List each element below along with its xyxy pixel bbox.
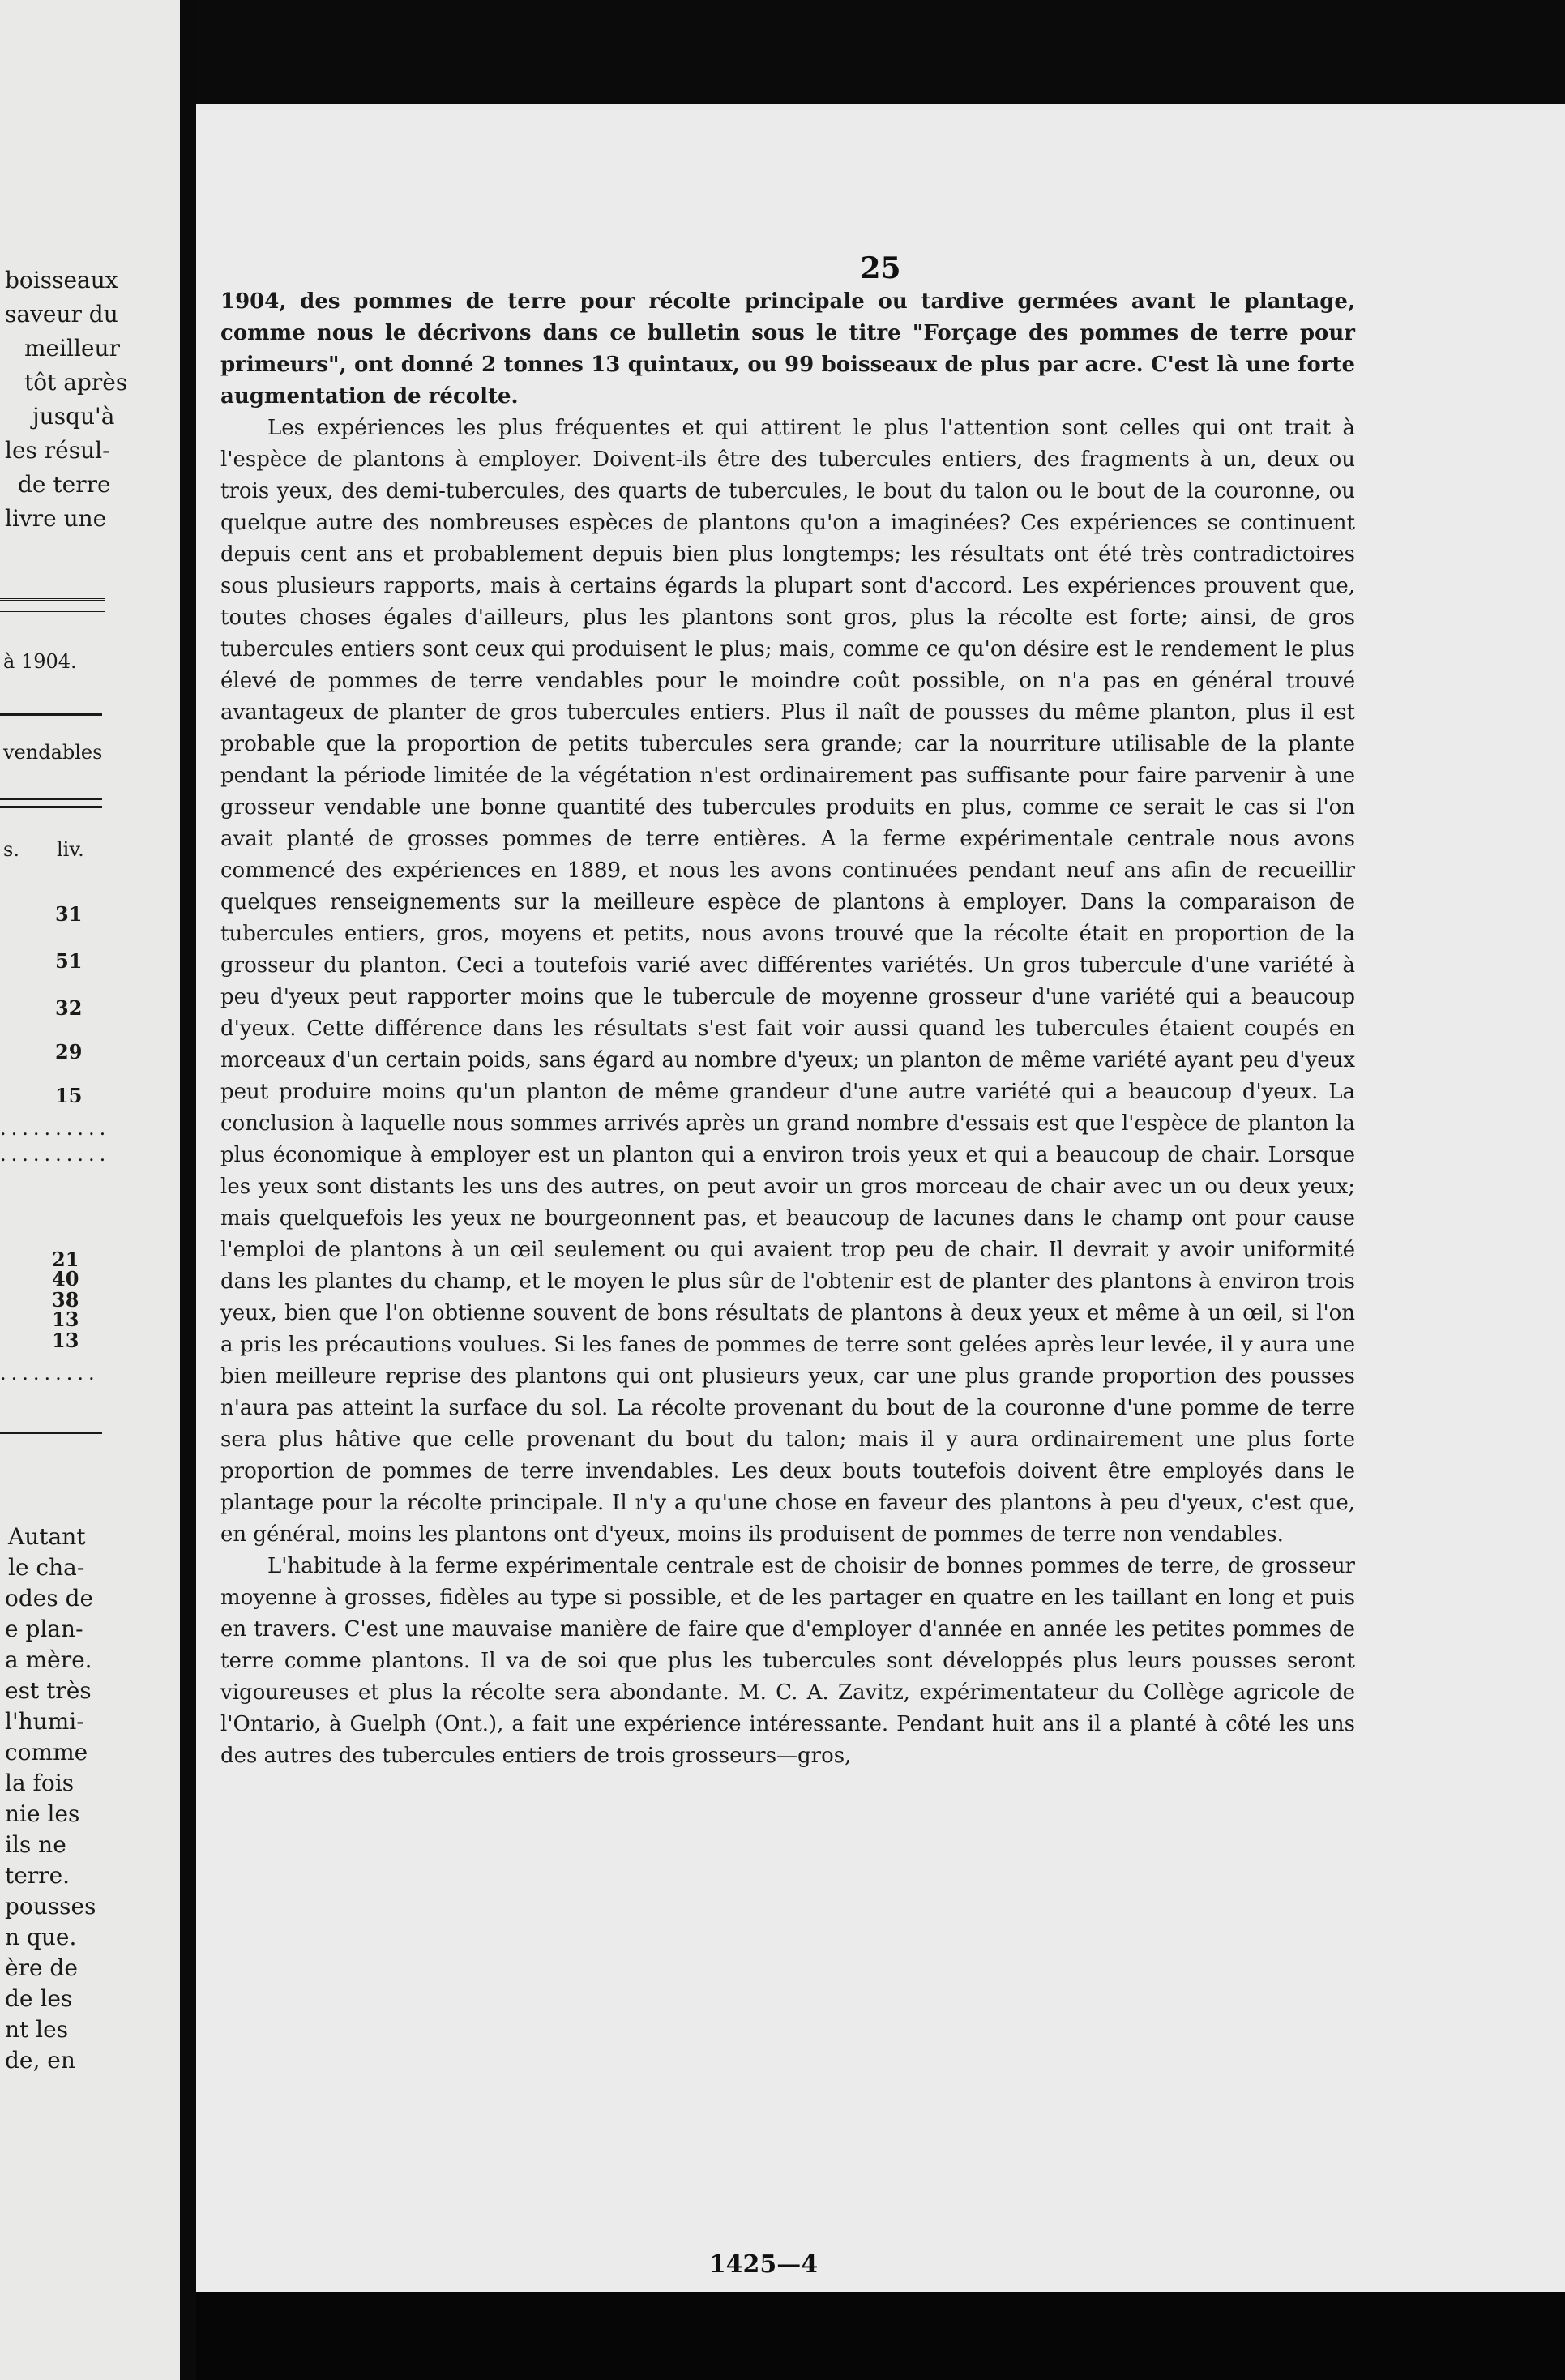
rule — [0, 798, 102, 800]
facing-para-line: la fois — [5, 1770, 75, 1796]
unit-label: s. — [3, 838, 19, 861]
body-text — [220, 286, 1355, 1772]
rule — [0, 598, 105, 604]
paragraph: 1904, des pommes de terre pour récolte principale ou tardive germées avant le plantage, comme nous le décrivons dans ce bulletin sous le titre "Forçage des pommes de terre pour primeurs", ont donné 2 tonnes 13 quintaux, ou 99 boisseaux de plus par acre. C'est là une forte augmentation de récolte. — [220, 289, 1355, 409]
dot-leader: ......... — [0, 1362, 100, 1385]
facing-line: boisseaux — [5, 267, 118, 293]
facing-para-line: nt les — [5, 2016, 69, 2043]
facing-para-line: pousses — [5, 1893, 96, 1920]
facing-para-line: a mère. — [5, 1646, 92, 1673]
facing-line: tôt après — [24, 369, 128, 396]
facing-para-line: Autant — [8, 1523, 86, 1550]
facing-value: 40 — [52, 1267, 79, 1291]
facing-para-line: de les — [5, 1985, 73, 2012]
rule — [0, 1432, 102, 1434]
dot-leader: .......... — [0, 1143, 111, 1166]
facing-value: 13 — [52, 1329, 79, 1352]
unit-label: liv. — [57, 838, 84, 861]
facing-page-fragment — [0, 0, 180, 2380]
facing-value: 29 — [55, 1040, 83, 1064]
facing-value: 13 — [52, 1308, 79, 1331]
facing-para-line: est très — [5, 1677, 92, 1704]
facing-para-line: l'humi- — [5, 1708, 84, 1735]
facing-column-head: vendables — [3, 741, 103, 764]
facing-para-line: odes de — [5, 1585, 94, 1612]
facing-value: 38 — [52, 1288, 79, 1312]
book-spine-gutter — [180, 0, 196, 2380]
facing-line: livre une — [5, 505, 107, 532]
facing-para-line: e plan- — [5, 1616, 83, 1642]
facing-para-line: comme — [5, 1739, 88, 1766]
facing-value: 32 — [55, 996, 83, 1020]
paragraph: L'habitude à la ferme expérimentale centrale est de choisir de bonnes pommes de terre, de grosseur moyenne à grosses, fidèles au type si possible, et de les partager en quatre en les taillant en long et puis en travers. C'est une mauvaise manière de faire que d'employer d'année en année les petites pommes de terre comme plantons. Il va de soi que plus les tubercules sont développés plus leurs pousses seront vigoureuses et plus la récolte sera abondante. M. C. A. Zavitz, expérimentateur du Collège agricole de l'Ontario, à Guelph (Ont.), a fait une expérience intéressante. Pendant huit ans il a planté à côté les uns des autres des tubercules entiers de trois grosseurs—gros, — [220, 1554, 1355, 1768]
facing-para-line: de, en — [5, 2047, 75, 2074]
rule — [0, 713, 102, 716]
facing-para-line: le cha- — [8, 1554, 85, 1581]
facing-line: meilleur — [24, 335, 120, 362]
book-page — [196, 104, 1565, 2292]
rule — [0, 610, 105, 615]
facing-value: 31 — [55, 902, 83, 926]
facing-line: saveur du — [5, 301, 118, 327]
paragraph: Les expériences les plus fréquentes et qui attirent le plus l'attention sont celles qui ont trait à l'espèce de plantons à employer. Doivent-ils être des tubercules entiers, des fragments à un, deux ou trois yeux, des demi-tubercules, des quarts de tubercules, le bout du talon ou le bout de la couronne, ou quelque autre des nombreuses espèces de plantons qu'on a imaginées? Ces expériences se continuent depuis cent ans et probablement depuis bien plus longtemps; les résultats ont été très contradictoires sous plusieurs rapports, mais à certains égards la plupart sont d'accord. Les expériences prouvent que, toutes choses égales d'ailleurs, plus les plantons sont gros, plus la récolte est forte; ainsi, de gros tubercules entiers sont ceux qui produisent le plus; mais, comme ce qu'on désire est le rendement le plus élevé de pommes de terre vendables pour le moindre coût possible, on n'a pas en général trouvé avantageux de planter de gros tubercules entiers. Plus il naît de pousses du même planton, plus il est probable que la proportion de petits tubercules sera grande; car la nourriture utilisable de la plante pendant la période limitée de la végétation n'est ordinairement pas suffisante pour faire parvenir à une grosseur vendable une bonne quantité des tubercules produits en plus, comme ce serait le cas si l'on avait planté de grosses pommes de terre entières. A la ferme expérimentale centrale nous avons commencé des expériences en 1889, et nous les avons continuées pendant neuf ans afin de recueillir quelques renseignements sur la meilleure espèce de plantons à employer. Dans la comparaison de tubercules entiers, gros, moyens et petits, nous avons trouvé que la récolte était en proportion de la grosseur du planton. Ceci a toutefois varié avec différentes variétés. Un gros tubercule d'une variété à peu d'yeux peut rapporter moins que le tubercule de moyenne grosseur d'une variété qui a beaucoup d'yeux. Cette différence dans les résultats s'est fait voir aussi quand les tubercules étaient coupés en morceaux d'un certain poids, sans égard au nombre d'yeux; un planton de même variété ayant peu d'yeux peut produire moins qu'un planton de même grandeur d'une autre variété qui a beaucoup d'yeux. La conclusion à laquelle nous sommes arrivés après un grand nombre d'essais est que l'espèce de planton la plus économique à employer est un planton qui a environ trois yeux et qui a beaucoup de chair. Lorsque les yeux sont distants les uns des autres, on peut avoir un gros morceau de chair avec un ou deux yeux; mais quelquefois les yeux ne bourgeonnent pas, et beaucoup de lacunes dans le champ ont pour cause l'emploi de plantons à un œil seulement ou qui avaient trop peu de chair. Il devrait y avoir uniformité dans les plantes du champ, et le moyen le plus sûr de l'obtenir est de planter des plantons à environ trois yeux, bien que l'on obtienne souvent de bons résultats de plantons à deux yeux et même à un œil, si l'on a pris les précautions voulues. Si les fanes de pommes de terre sont gelées après leur levée, il y aura une bien meilleure reprise des plantons qui ont plusieurs yeux, car une plus grande proportion des pousses n'aura pas atteint la surface du sol. La récolte provenant du bout de la couronne d'une pomme de terre sera plus hâtive que celle provenant du bout du talon; mais il y aura ordinairement une plus forte proportion de pommes de terre invendables. Les deux bouts toutefois doivent être employés dans le plantage pour la récolte principale. Il n'y a qu'une chose en faveur des plantons à peu d'yeux, c'est que, en général, moins les plantons ont d'yeux, moins ils produisent de pommes de terre non vendables. — [220, 416, 1355, 1547]
facing-heading: à 1904. — [3, 650, 77, 673]
facing-value: 51 — [55, 949, 83, 973]
facing-line: jusqu'à — [32, 403, 115, 430]
facing-value: 15 — [55, 1084, 83, 1107]
scan-border — [196, 2292, 1565, 2380]
facing-para-line: ils ne — [5, 1831, 66, 1858]
facing-value: 21 — [52, 1248, 79, 1271]
facing-para-line: ère de — [5, 1954, 78, 1981]
page-number: 25 — [860, 251, 901, 285]
facing-line: les résul- — [5, 437, 110, 464]
facing-para-line: terre. — [5, 1862, 71, 1889]
facing-para-line: n que. — [5, 1924, 77, 1950]
facing-line: de terre — [18, 471, 111, 498]
rule — [0, 806, 102, 808]
signature-mark: 1425—4 — [708, 2250, 819, 2279]
facing-para-line: nie les — [5, 1800, 80, 1827]
dot-leader: .......... — [0, 1117, 111, 1140]
